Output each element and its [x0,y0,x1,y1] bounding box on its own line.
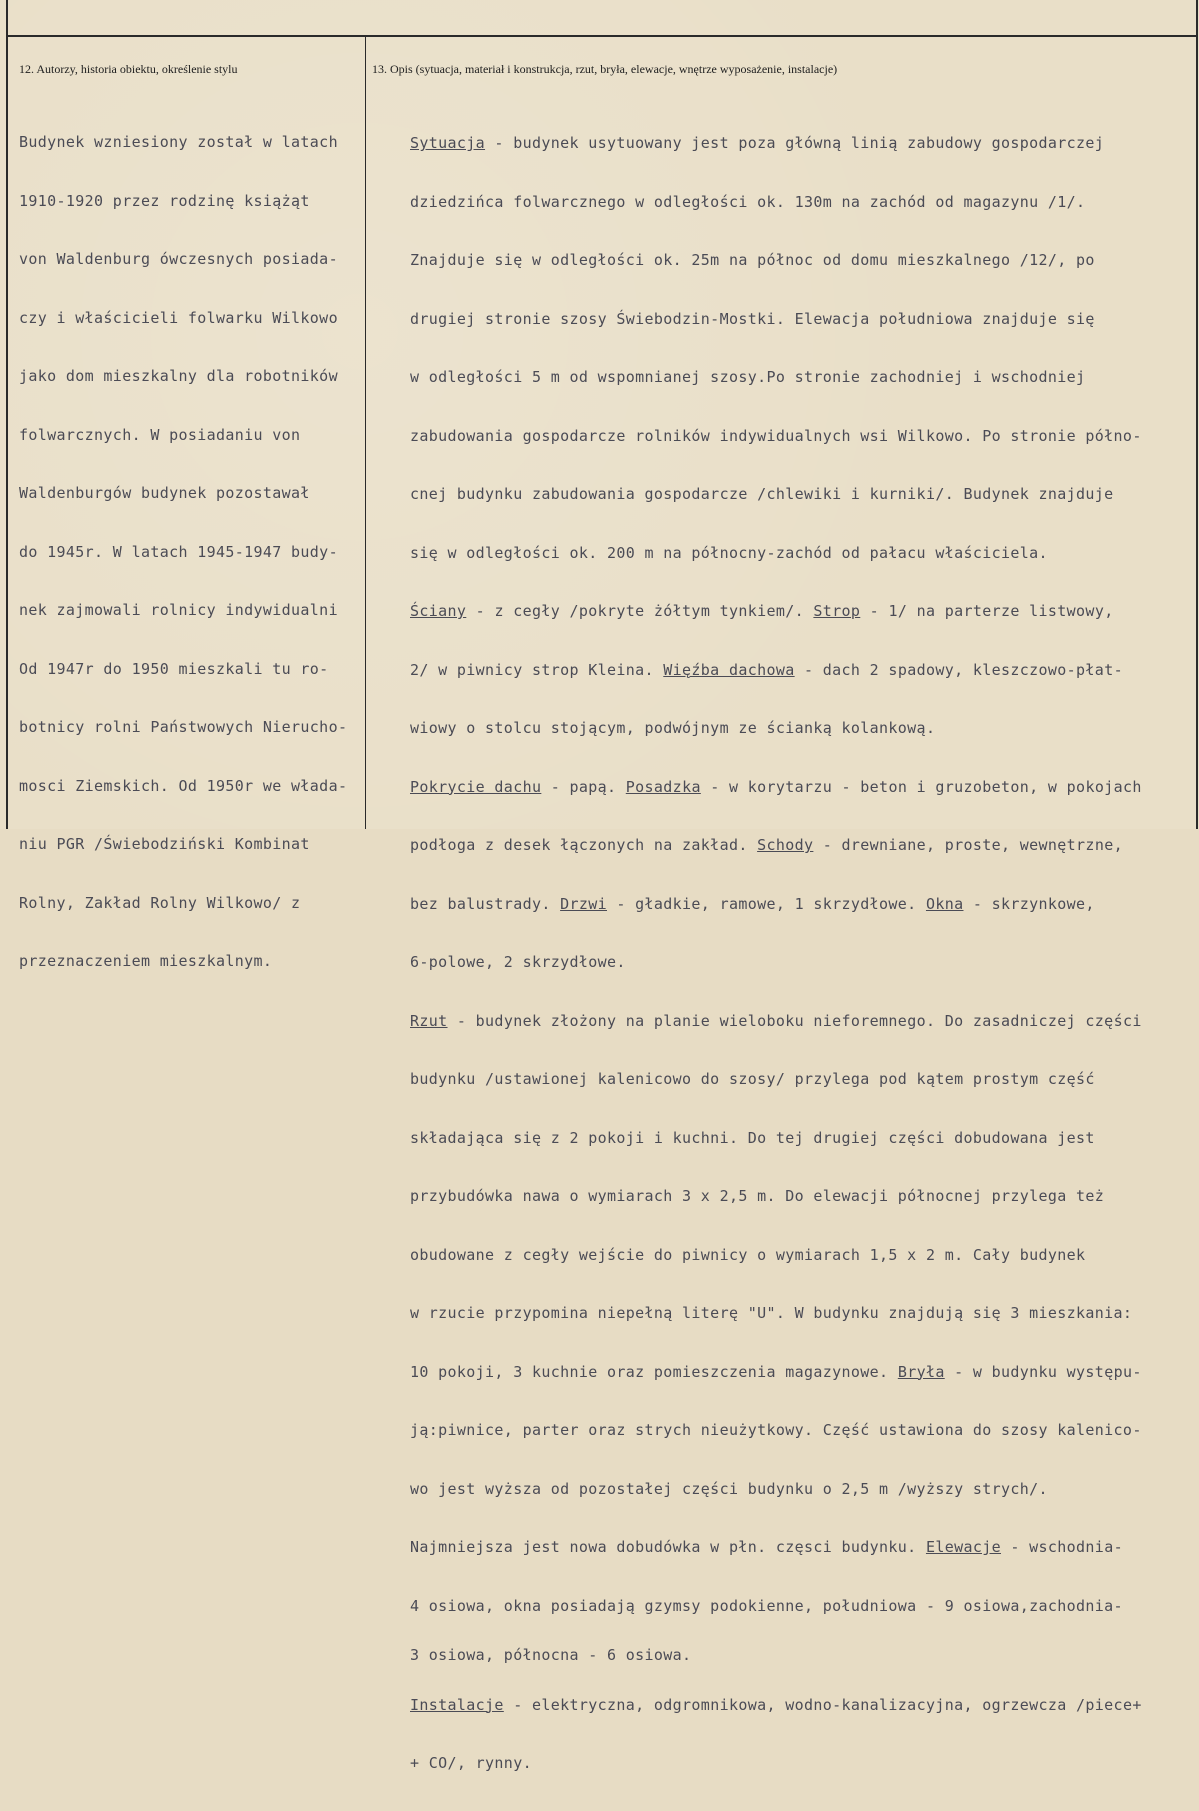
description-line: 4 osiowa, okna posiadają gzymsy podokienne, południowa - 9 osiowa,zachodnia- [410,1596,1123,1615]
description-line: w odległości 5 m od wspomnianej szosy.Po stronie zachodniej i wschodniej [410,368,1086,386]
top-rule [8,35,1196,37]
section-13-heading: 13. Opis (sytuacja, materiał i konstrukcja, rzut, bryła, elewacje, wnętrze wyposażenie, instalacje) [372,62,838,76]
label-rzut: Rzut [410,1011,448,1030]
history-line: niu PGR /Świebodziński Kombinat [19,835,310,853]
history-line: folwarcznych. W posiadaniu von [19,425,301,444]
history-line: jako dom mieszkalny dla robotników [19,367,338,385]
label-okna: Okna [925,894,964,913]
history-line: Waldenburgów budynek pozostawał [19,484,310,502]
left-border-line [6,0,8,829]
description-line: podłoga z desek łączonych na zakład. Schody - drewniane, proste, wewnętrzne, [410,836,1123,854]
history-line: Rolny, Zakład Rolny Wilkowo/ z [19,893,301,912]
description-line: Najmniejsza jest nowa dobudówka w płn. częsci budynku. Elewacje - wschodnia- [410,1538,1123,1556]
label-instalacje: Instalacje [410,1695,504,1714]
history-line: czy i właścicieli folwarku Wilkowo [19,308,338,327]
label-drzwi: Drzwi [560,894,607,913]
description-line: Pokrycie dachu - papą. Posadzka - w korytarzu - beton i gruzobeton, w pokojach [410,777,1142,796]
label-pokrycie-dachu: Pokrycie dachu [410,777,542,796]
label-wiezba-dachowa: Więźba dachowa [663,660,795,679]
description-line: Sytuacja - budynek usytuowany jest poza główną linią zabudowy gospodarczej [410,134,1105,152]
description-line: 2/ w piwnicy strop Kleina. Więźba dachowa - dach 2 spadowy, kleszczowo-płat- [410,660,1123,679]
history-line: nek zajmowali rolnicy indywidualni [19,601,338,619]
label-sytuacja: Sytuacja [410,134,486,152]
description-line: 6-polowe, 2 skrzydłowe. [410,953,626,971]
description-text [410,96,1142,1811]
description-line: bez balustrady. Drzwi - gładkie, ramowe, 1 skrzydłowe. Okna - skrzynkowe, [410,894,1095,913]
description-line: obudowane z cegły wejście do piwnicy o wymiarach 1,5 x 2 m. Cały budynek [410,1245,1086,1264]
history-text [19,95,347,1009]
description-line: Ściany - z cegły /pokryte żółtym tynkiem/. Strop - 1/ na parterze listwowy, [410,602,1114,620]
description-line: Rzut - budynek złożony na planie wieloboku nieforemnego. Do zasadniczej części [410,1011,1142,1030]
label-bryla: Bryła [897,1362,945,1381]
history-line: 1910-1920 przez rodzinę książąt [19,191,310,210]
description-line: 10 pokoji, 3 kuchnie oraz pomieszczenia magazynowe. Bryła - w budynku występu- [410,1362,1142,1381]
description-line: ją:piwnice, parter oraz strych nieużytkowy. Część ustawiona do szosy kalenico- [410,1421,1142,1439]
column-divider [365,37,366,829]
description-line: cnej budynku zabudowania gospodarcze /chlewiki i kurniki/. Budynek znajduje [410,485,1114,503]
description-line: dziedzińca folwarcznego w odległości ok. 130m na zachód od magazynu /1/. [410,192,1086,211]
history-line: Budynek wzniesiony został w latach [19,133,338,151]
history-line: do 1945r. W latach 1945-1947 budy- [19,542,338,561]
description-line: Znajduje się w odległości ok. 25m na północ od domu mieszkalnego /12/, po [410,251,1095,269]
right-border-line [1196,0,1198,829]
description-line: Instalacje - elektryczna, odgromnikowa, wodno-kanalizacyjna, ogrzewcza /piece+ [410,1695,1142,1714]
label-posadzka: Posadzka [625,777,701,796]
description-line: składająca się z 2 pokoji i kuchni. Do tej drugiej części dobudowana jest [410,1128,1095,1147]
description-line: się w odległości ok. 200 m na północny-zachód od pałacu właściciela. [410,543,1048,562]
history-line: von Waldenburg ówczesnych posiada- [19,250,338,268]
description-line: przybudówka nawa o wymiarach 3 x 2,5 m. Do elewacji północnej przylega też [410,1187,1105,1205]
description-line: + CO/, rynny. [410,1754,532,1772]
label-elewacje: Elewacje [925,1538,1001,1556]
description-line: budynku /ustawionej kalenicowo do szosy/ przylega pod kątem prostym część [410,1070,1095,1088]
description-line: wo jest wyższa od pozostałej części budynku o 2,5 m /wyższy strych/. [410,1479,1048,1498]
section-12-heading: 12. Autorzy, historia obiektu, określenie stylu [19,62,238,76]
description-line: zabudowania gospodarcze rolników indywidualnych wsi Wilkowo. Po stronie półno- [410,426,1142,445]
label-strop: Strop [813,602,861,620]
label-schody: Schody [757,836,814,854]
label-sciany: Ściany [410,602,467,620]
history-line: botnicy rolni Państwowych Nierucho- [19,718,348,736]
description-line: drugiej stronie szosy Świebodzin-Mostki. Elewacja południowa znajduje się [410,309,1095,328]
description-line: wiowy o stolcu stojącym, podwójnym ze ścianką kolankową. [410,719,936,737]
history-line: mosci Ziemskich. Od 1950r we włada- [19,776,348,795]
history-line: przeznaczeniem mieszkalnym. [19,952,273,970]
history-line: Od 1947r do 1950 mieszkali tu ro- [19,659,329,678]
description-line: w rzucie przypomina niepełną literę "U". W budynku znajdują się 3 mieszkania: [410,1304,1133,1322]
description-line: 3 osiowa, północna - 6 osiowa. [410,1646,692,1664]
